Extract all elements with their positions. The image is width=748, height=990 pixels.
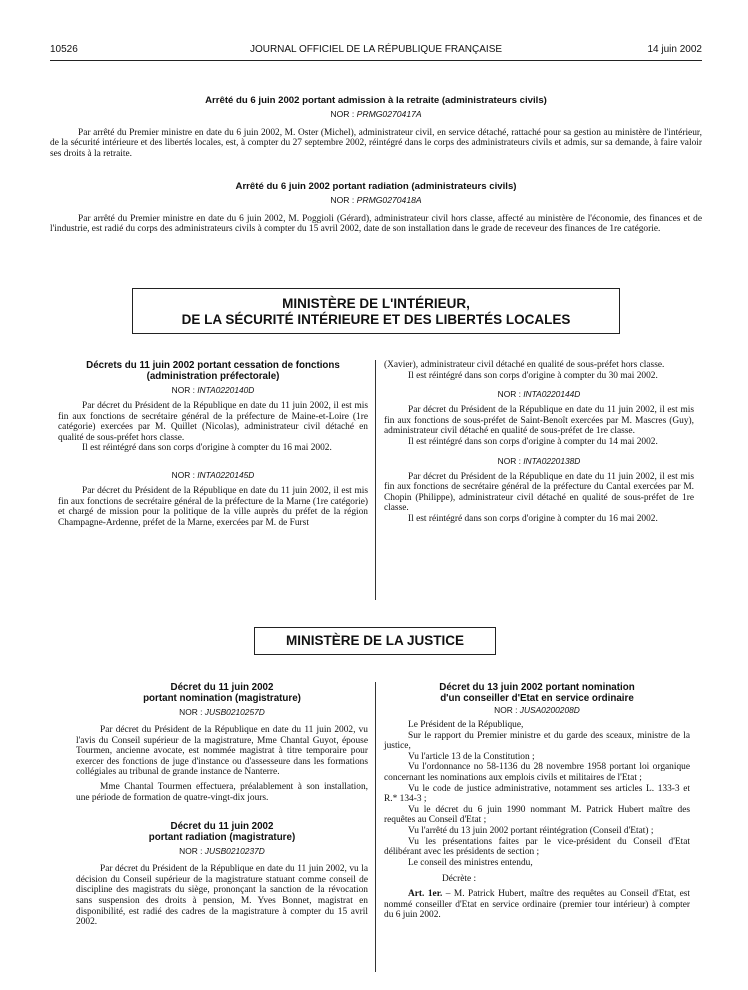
paragraph: Il est réintégré dans son corps d'origine à compter du 30 mai 2002. bbox=[408, 370, 658, 381]
article-1 bbox=[384, 889, 690, 921]
decret-nomination-title-2: portant nomination (magistrature) bbox=[143, 693, 301, 704]
decrets-prefectorale-right bbox=[384, 360, 694, 525]
paragraph: Par décret du Président de la République en date du 11 juin 2002, il est mis fin aux fonctions de secrétaire général de la préfecture de Maine-et-Loire (1re catégorie) exercées par M. Quillet (Nicolas), administrateur civil détaché en qualité de sous-préfet hors classe. bbox=[58, 401, 368, 443]
paragraph: Par décret du Président de la République en date du 11 juin 2002, vu la décision du Conseil supérieur de la magistrature statuant comme conseil de discipline des magistrats du siège, prononçant la sanction de la révocation sans suspension des droits à pension, M. Yves Bonnet, magistrat en disponibilité, est radié des cadres de la magistrature à compter du 15 avril 2002. bbox=[76, 864, 368, 928]
justice-right-column bbox=[384, 682, 690, 921]
decret-nomination-title-1: Décret du 11 juin 2002 bbox=[170, 682, 274, 693]
ministry-interior-line2: DE LA SÉCURITÉ INTÉRIEURE ET DES LIBERTÉS LOCALES bbox=[181, 312, 571, 327]
article-1-label: Art. 1er. bbox=[408, 888, 443, 899]
decret-conseiller-title-1: Décret du 13 juin 2002 portant nomination bbox=[439, 682, 635, 693]
decrete-label: Décrète : bbox=[442, 874, 477, 885]
visa-line: Le Président de la République, bbox=[408, 720, 524, 730]
paragraph: Par décret du Président de la République en date du 11 juin 2002, il est mis fin aux fonctions de secrétaire général de la préfecture de la Marne (1re catégorie) et chargé de mission pour la politique de la ville auprès du préfet de la région Champagne-Ardenne, préfet de la Marne, exercées par M. de Furst bbox=[58, 485, 368, 528]
visa-line: Vu l'article 13 de la Constitution ; bbox=[408, 751, 535, 762]
decret-radiation-title-1: Décret du 11 juin 2002 bbox=[170, 821, 274, 833]
justice-left-column bbox=[76, 682, 368, 928]
nor-jusA0200208D: NOR : JUSA0200208D bbox=[494, 705, 580, 715]
nor-intA0220144D: NOR : INTA0220144D bbox=[497, 389, 581, 400]
paragraph: Il est réintégré dans son corps d'origine à compter du 14 mai 2002. bbox=[408, 436, 658, 447]
column-divider bbox=[375, 360, 376, 600]
nor-intA0220138D: NOR : INTA0220138D bbox=[497, 455, 581, 466]
decrets-prefectorale-left bbox=[58, 360, 368, 528]
arrete-radiation-nor: NOR : PRMG0270418A bbox=[330, 195, 422, 205]
visa-line: Vu le décret du 6 juin 1990 nommant M. Patrick Hubert maître des requêtes au Conseil d'Etat ; bbox=[384, 804, 690, 826]
decrets-prefectorale-title: Décrets du 11 juin 2002 portant cessation de fonctions (administration préfectorale) bbox=[86, 360, 340, 382]
ministry-interior-line1: MINISTÈRE DE L'INTÉRIEUR, bbox=[282, 296, 470, 311]
issue-date: 14 juin 2002 bbox=[647, 44, 702, 55]
paragraph: Par décret du Président de la République en date du 11 juin 2002, vu l'avis du Conseil supérieur de la magistrature, Mme Chantal Guyot, épouse Tourmen, ancienne avocate, est nommée magistrat à titre temporaire pour exercer des fonctions de juge d'instance ou d'assesseure dans les formations collégiales au tribunal de grande instance de Nanterre. bbox=[76, 725, 368, 778]
visa-line: Vu les présentations faites par le vice-président du Conseil d'Etat délibérant avec les présidents de section ; bbox=[384, 836, 690, 858]
arrete-retraite-text: Par arrêté du Premier ministre en date du 6 juin 2002, M. Oster (Michel), administrateur civil, en service détaché, rattaché pour sa gestion au ministère de l'intérieur, de la sécurité intérieure et des libertés locales, est, à compter du 27 septembre 2002, réintégré dans le corps des administrateurs civils et admis, sur sa demande, à faire valoir ses droits à la retraite. bbox=[50, 128, 702, 159]
paragraph: Par décret du Président de la République en date du 11 juin 2002, il est mis fin aux fonctions de sous-préfet de Saint-Benoît exercées par M. Mascres (Guy), administrateur civil détaché en qualité de sous-préfet de 1re classe. bbox=[384, 405, 694, 437]
page-header bbox=[50, 44, 702, 61]
arrete-radiation-title: Arrêté du 6 juin 2002 portant radiation (administrateurs civils) bbox=[235, 181, 517, 192]
article-1-text: – M. Patrick Hubert, maître des requêtes au Conseil d'Etat, est nommé conseiller d'Etat en service ordinaire (premier tour intérieur) à compter du 6 juin 2002. bbox=[384, 888, 691, 921]
paragraph: Il est réintégré dans son corps d'origine à compter du 16 mai 2002. bbox=[408, 513, 658, 524]
paragraph: Il est réintégré dans son corps d'origine à compter du 16 mai 2002. bbox=[82, 443, 332, 454]
ministry-interior-banner bbox=[132, 288, 620, 334]
arrete-retraite-nor: NOR : PRMG0270417A bbox=[330, 109, 422, 119]
visa-line: Le conseil des ministres entendu, bbox=[408, 857, 533, 868]
visa-line: Vu l'arrêté du 13 juin 2002 portant réintégration (Conseil d'Etat) ; bbox=[408, 825, 654, 836]
ministry-justice-banner: MINISTÈRE DE LA JUSTICE bbox=[254, 627, 496, 655]
visa-list bbox=[384, 720, 690, 868]
paragraph: (Xavier), administrateur civil détaché en qualité de sous-préfet hors classe. bbox=[384, 360, 665, 370]
decret-conseiller-title-2: d'un conseiller d'Etat en service ordinaire bbox=[440, 693, 634, 704]
nor-intA0220140D: NOR : INTA0220140D bbox=[171, 385, 255, 395]
nor-jusB0210237D: NOR : JUSB0210237D bbox=[179, 846, 265, 857]
visa-line: Vu le code de justice administrative, notamment ses articles L. 133-3 et R.* 134-3 ; bbox=[384, 783, 690, 805]
arrete-radiation-text: Par arrêté du Premier ministre en date du 6 juin 2002, M. Poggioli (Gérard), administrateur civil hors classe, affecté au ministère de l'économie, des finances et de l'industrie, est radié du corps des administrateurs civils à compter du 15 avril 2002, date de son installation dans le grade de receveur des finances de 1re catégorie. bbox=[50, 214, 702, 235]
page-number: 10526 bbox=[50, 44, 78, 55]
column-divider bbox=[375, 682, 376, 972]
journal-title: JOURNAL OFFICIEL DE LA RÉPUBLIQUE FRANÇAISE bbox=[249, 44, 503, 55]
arrete-retraite-title: Arrêté du 6 juin 2002 portant admission à la retraite (administrateurs civils) bbox=[205, 95, 547, 106]
nor-intA0220145D: NOR : INTA0220145D bbox=[171, 469, 255, 480]
paragraph: Mme Chantal Tourmen effectuera, préalablement à son installation, une période de formation de quatre-vingt-dix jours. bbox=[76, 781, 368, 803]
decret-radiation-title-2: portant radiation (magistrature) bbox=[148, 832, 296, 844]
paragraph: Par décret du Président de la République en date du 11 juin 2002, il est mis fin aux fonctions de secrétaire général de la préfecture du Cantal exercées par M. Chopin (Philippe), administrateur civil détaché en qualité de sous-préfet de 1re classe. bbox=[384, 471, 694, 514]
nor-jusB0210257D: NOR : JUSB0210257D bbox=[179, 707, 265, 717]
visa-line: Sur le rapport du Premier ministre et du garde des sceaux, ministre de la justice, bbox=[384, 730, 690, 752]
visa-line: Vu l'ordonnance no 58-1136 du 28 novembre 1958 portant loi organique concernant les nominations aux emplois civils et militaires de l'Etat ; bbox=[384, 762, 690, 783]
